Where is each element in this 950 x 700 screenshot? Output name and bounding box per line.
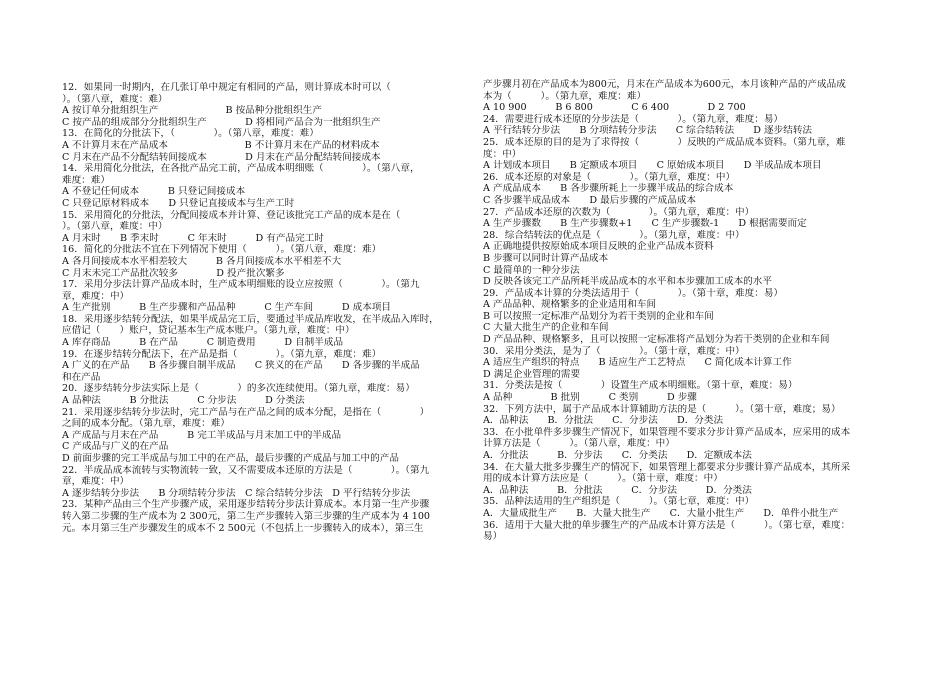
left-column-line: 章，难度：中） bbox=[62, 290, 130, 302]
right-column-line: 27．产品成本还原的次数为（ ）。（第九章，难度：中） bbox=[483, 206, 755, 218]
right-column-line: D 产品品种、规格繁多，且可以按照一定标准将产品划分为若干类别的企业和车间 bbox=[483, 334, 830, 346]
right-column-line: 用的成本计算方法应是（ ）。（第十章，难度：中） bbox=[483, 473, 723, 485]
right-column-line: B 步骤可以同时计算产品成本 bbox=[483, 252, 609, 264]
left-column-line: A 月末时 B 季末时 C 年末时 D 有产品完工时 bbox=[62, 232, 324, 244]
right-column-line: A 产品品种、规格繁多的企业适用和车间 bbox=[483, 299, 657, 311]
left-column-line: A 各月间接成本水平相差较大 B 各月间接成本水平相差不大 bbox=[62, 255, 342, 267]
right-column-line: 32．下列方法中，属于产品成本计算辅助方法的是（ ）。（第十章，难度；易） bbox=[483, 403, 841, 415]
left-column-line: C 月末在产品不分配结转间接成本 D 月末在产品分配结转间接成本 bbox=[62, 151, 381, 163]
right-column-line: A 平行结转分步法 B 分项结转分步法 C 综合结转法 D 逐步结转法 bbox=[483, 125, 813, 137]
right-column-line: A．分批法 B．分步法 C．分类法 D．定额成本法 bbox=[483, 450, 752, 461]
left-column-line: 转入第二步骤的生产成本为 2 300元，第二生产步骤转入第三步骤的生产成本为 4 100 bbox=[62, 510, 431, 522]
left-column-line: A 按订单分批组织生产 B 按品种分批组织生产 bbox=[62, 105, 322, 117]
left-column-line: 15．采用简化的分批法，分配间接成本并计算、登记该批完工产品的成本是在（ bbox=[62, 209, 420, 221]
left-column-line: A 品种法 B 分批法 C 分步法 D 分类法 bbox=[62, 395, 305, 407]
left-column-line: A 广义的在产品 B 各步骤自制半成品 C 狭义的在产品 D 各步骤的半成品 bbox=[62, 360, 420, 372]
right-column-line: 本为（ ）。（第九章，难度：难） bbox=[483, 90, 647, 102]
right-column-line: 30．采用分类法，是为了（ ）。（第十章，难度：中） bbox=[483, 345, 745, 357]
left-column-line: 难度：难） bbox=[62, 174, 110, 186]
left-column bbox=[62, 82, 472, 534]
right-column-line: A．大量成批生产 B．大量大批生产 C．大量小批生产 D．单件小批生产 bbox=[483, 507, 839, 519]
left-column-line: 14．采用简化分批法，在各批产品完工前，产品成本明细账（ ）。（第八章， bbox=[62, 163, 420, 175]
left-column-line: A 不计算月末在产品成本 B 不计算月末在产品的材料成本 bbox=[62, 139, 380, 151]
left-column-line: 20．逐步结转分步法实际上是（ ）的多次连续使用。（第九章，难度：易） bbox=[62, 383, 415, 395]
right-column-line: A 适应生产组织的特点 B 适应生产工艺特点 C 简化成本计算工作 bbox=[483, 357, 792, 369]
right-column-line: A 10 900 B 6 800 C 6 400 D 2 700 bbox=[483, 102, 746, 114]
left-column-line: A 逐步结转分步法 B 分项结转分步法 C 综合结转分步法 D 平行结转分步法 bbox=[62, 487, 411, 499]
left-column-line: 18．采用逐步结转分配法，如果半成品完工后，要通过半成品库收发，在半成品入库时， bbox=[62, 313, 439, 325]
left-column-line: ）。（第八章，难度：中） bbox=[62, 221, 168, 233]
left-column-line: C 月末未完工产品批次较多 D 投产批次繁多 bbox=[62, 267, 285, 279]
right-column-line: 35．品种法适用的生产组织是（ ）。（第七章，难度：中） bbox=[483, 496, 755, 508]
right-column-line: 计算方法是（ ）。（第八章，难度：中） bbox=[483, 438, 675, 450]
right-column-line: B 可以按照一定标准产品划分为若干类别的企业和车间 bbox=[483, 310, 714, 322]
left-column-line: 16．简化的分批法不宜在下列情况下使用（ ）。（第八章，难度：难） bbox=[62, 244, 382, 256]
left-column-line: C 只登记原材料成本 D 只登记直接成本与生产工时 bbox=[62, 197, 295, 209]
right-column-line: C 最简单的一种分步法 bbox=[483, 264, 580, 276]
right-column-line: D 反映各该完工产品所耗半成品成本的水平和本步骤加工成本的水平 bbox=[483, 276, 772, 288]
left-column-line: 之间的成本分配。（第九章，难度：难） bbox=[62, 418, 230, 430]
right-column-line: 24．需要进行成本还原的分步法是（ ）。（第九章，难度：易） bbox=[483, 113, 784, 125]
right-column-line: 34．在大量大批多步骤生产的情况下，如果管理上都要求分步骤计算产品成本，其所采 bbox=[483, 461, 851, 473]
right-column-line: 36．适用于大量大批的单步骤生产的产品成本计算方法是（ ）。（第七章，难度： bbox=[483, 519, 851, 531]
right-column-line: C 大量大批生产的企业和车间 bbox=[483, 322, 609, 334]
left-column-line: 17．采用分步法计算产品成本时，生产成本明细账的设立应按照（ ）。（第九 bbox=[62, 279, 420, 291]
right-column-line: 25．成本还原的目的是为了求得按（ ）反映的产成品成本资料。（第九章，难 bbox=[483, 136, 846, 148]
right-column-line: A 正确地提供按原始成本项目反映的企业产品成本资料 bbox=[483, 241, 714, 253]
right-column-line: A．品种法 B．分批法 C．分步法 D．分类法 bbox=[483, 484, 752, 496]
left-column-line: 13．在简化的分批法下，（ ）。（第八章，难度：难） bbox=[62, 128, 319, 140]
left-column-line: C 按产品的组成部分分批组织生产 D 将相同产品合为一批组织生产 bbox=[62, 116, 381, 128]
left-column-line: A 生产批别 B 生产步骤和产品品种 C 生产车间 D 成本项目 bbox=[62, 302, 392, 314]
right-column-line: D 满足企业管理的需要 bbox=[483, 368, 581, 380]
right-column-line: 33．在小批单件多步骤生产情况下，如果管理不要求分步计算产品成本，应采用的成本 bbox=[483, 426, 851, 438]
left-column-line: A 产成品与月末在产品 B 完工半成品与月末加工中的半成品 bbox=[62, 429, 342, 441]
left-column-line: 元。本月第三生产步骤发生的成本不 2 500元（不包括上一步骤转入的成本），第三生 bbox=[62, 522, 424, 534]
left-column-line: ）。（第八章，难度：难） bbox=[62, 93, 168, 105]
left-column-line: 12．如果同一时期内，在几张订单中规定有相同的产品，则计算成本时可以（ bbox=[62, 82, 391, 93]
right-column-line: A．品种法 B．分批法 C．分步法 D．分类法 bbox=[483, 415, 724, 427]
right-column bbox=[483, 79, 893, 543]
right-column-line: 度：中） bbox=[483, 148, 522, 160]
left-column-line: D 前面步骤的完工半成品与加工中的在产品，最后步骤的产成品与加工中的产品 bbox=[62, 453, 399, 464]
left-column-line: A 库存商品 B 在产品 C 制造费用 D 自制半成品 bbox=[62, 337, 344, 349]
right-column-line: 31．分类法是按（ ）设置生产成本明细账。（第十章，难度：易） bbox=[483, 380, 798, 392]
right-column-line: 产步骤月初在产品成本为800元，月末在产品成本为600元，本月该种产品的产成品成 bbox=[483, 79, 846, 90]
left-column-line: C 产成品与广义的在产品 bbox=[62, 441, 169, 453]
left-column-line: A 不登记任何成本 B 只登记间接成本 bbox=[62, 186, 246, 198]
left-column-line: 和在产品 bbox=[62, 371, 101, 383]
right-column-line: C 各步骤半成品成本 D 最后步骤的产成品成本 bbox=[483, 194, 697, 206]
right-column-line: 易） bbox=[483, 531, 503, 543]
right-column-line: A 生产步骤数 B 生产步骤数+1 C 生产步骤数-1 D 根据需要而定 bbox=[483, 218, 807, 230]
left-column-line: 章，难度：中） bbox=[62, 476, 130, 488]
right-column-line: 29．产品成本计算的分类法适用于（ ）。（第十章，难度：易） bbox=[483, 287, 784, 299]
right-column-line: 26．成本还原的对象是（ ）。（第九章，难度：中） bbox=[483, 171, 736, 183]
left-column-line: 应借记（ ）账户，贷记基本生产成本账户。（第九章，难度：中） bbox=[62, 325, 355, 337]
left-column-line: 22．半成品成本流转与实物流转一致，又不需要成本还原的方法是（ ）。（第九 bbox=[62, 464, 430, 476]
right-column-line: A 计划成本项目 B 定额成本项目 C 原始成本项目 D 半成品成本项目 bbox=[483, 160, 822, 172]
left-column-line: 19．在逐步结转分配法下，在产品是指（ ）。（第九章，难度：难） bbox=[62, 348, 382, 360]
right-column-line: A 产成品成本 B 各步骤所耗上一步骤半成品的综合成本 bbox=[483, 183, 734, 195]
left-column-line: 23．某种产品由三个生产步骤产成，采用逐步结转分步法计算成本。本月第一生产步骤 bbox=[62, 499, 430, 511]
right-column-line: A 品种 B 批别 C 类别 D 步骤 bbox=[483, 392, 697, 404]
left-column-line: 21．采用逐步结转分步法时，完工产品与在产品之间的成本分配，是指在（ ） bbox=[62, 406, 430, 418]
right-column-line: 28．综合结转法的优点是（ ）。（第九章，难度：中） bbox=[483, 229, 745, 241]
